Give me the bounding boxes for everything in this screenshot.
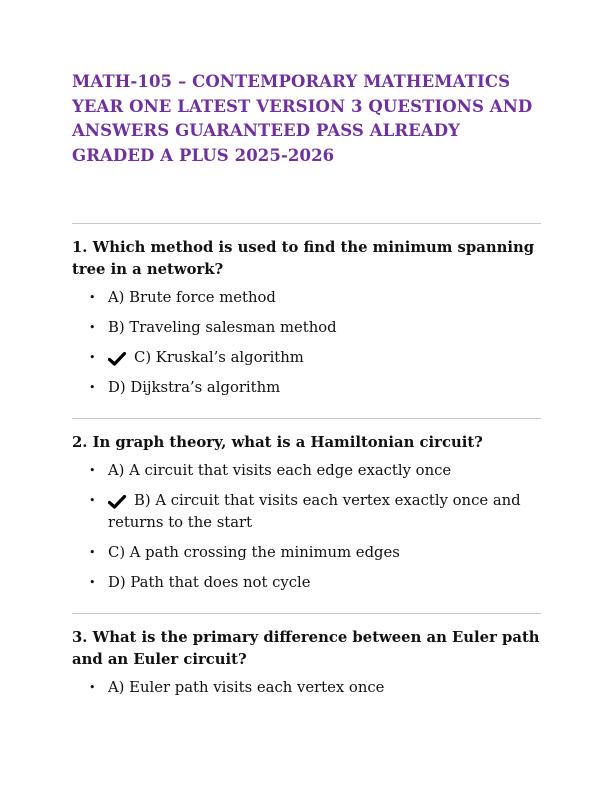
option-b-correct (72, 490, 541, 534)
bullet-icon: • (89, 681, 96, 694)
option-d (72, 377, 541, 399)
question-text: 1. Which method is used to find the minimum spanning tree in a network? (72, 239, 535, 278)
option-label: A) A circuit that visits each edge exactly once (108, 462, 452, 479)
question-1 (72, 237, 541, 399)
bullet-icon: • (89, 321, 96, 334)
bullet-icon: • (89, 546, 96, 559)
bullet-icon: • (89, 381, 96, 394)
option-label: C) Kruskal’s algorithm (134, 349, 304, 366)
option-a (72, 287, 541, 309)
option-label: D) Path that does not cycle (108, 574, 311, 591)
option-b (72, 317, 541, 339)
option-a (72, 460, 541, 482)
document-title: MATH-105 – CONTEMPORARY MATHEMATICS YEAR ONE LATEST VERSION 3 QUESTIONS AND ANSWERS GUARANTEED PASS ALREADY GRADED A PLUS 2025-2026 (72, 72, 533, 165)
bullet-icon: • (89, 351, 96, 364)
options-list (72, 460, 541, 594)
option-label: B) A circuit that visits each vertex exactly once and returns to the start (108, 492, 521, 531)
bullet-icon: • (89, 291, 96, 304)
divider (72, 613, 541, 614)
checkmark-icon (108, 347, 126, 369)
option-c-correct (72, 347, 541, 369)
option-a (72, 677, 541, 699)
checkmark-icon (108, 490, 126, 512)
option-label: C) A path crossing the minimum edges (108, 544, 400, 561)
bullet-icon: • (89, 494, 96, 507)
question-text: 3. What is the primary difference between an Euler path and an Euler circuit? (72, 629, 540, 668)
options-list (72, 287, 541, 399)
question-2 (72, 432, 541, 594)
option-label: D) Dijkstra’s algorithm (108, 379, 281, 396)
option-d (72, 572, 541, 594)
question-3 (72, 627, 541, 699)
option-label: B) Traveling salesman method (108, 319, 337, 336)
option-c (72, 542, 541, 564)
option-label: A) Euler path visits each vertex once (108, 679, 385, 696)
bullet-icon: • (89, 576, 96, 589)
question-text: 2. In graph theory, what is a Hamiltonian circuit? (72, 434, 483, 451)
document-page (72, 70, 541, 707)
divider (72, 418, 541, 419)
option-label: A) Brute force method (108, 289, 276, 306)
options-list (72, 677, 541, 699)
bullet-icon: • (89, 464, 96, 477)
divider (72, 223, 541, 224)
